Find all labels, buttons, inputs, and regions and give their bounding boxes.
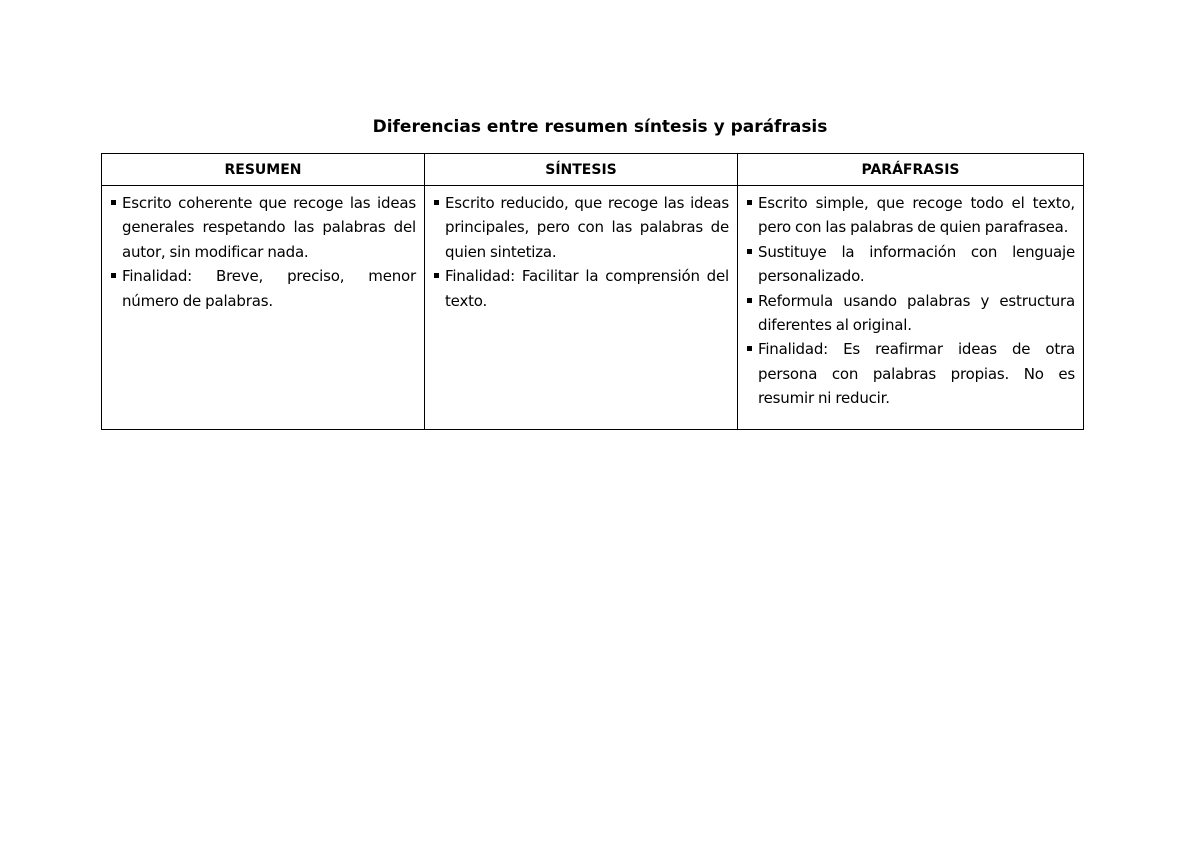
parafrasis-list [746, 191, 1075, 411]
table-body-row [102, 186, 1084, 430]
header-resumen: RESUMEN [102, 154, 425, 186]
list-item [433, 264, 729, 313]
list-item-text: Finalidad: Facilitar la comprensión del texto. [445, 267, 729, 310]
list-item-text: Reformula usando palabras y estructura diferentes al original. [758, 291, 1075, 335]
table-header-row [102, 154, 1084, 186]
square-bullet-icon [434, 273, 439, 278]
square-bullet-icon [434, 200, 439, 205]
square-bullet-icon [747, 249, 752, 254]
resumen-list [110, 191, 416, 313]
comparison-table [101, 153, 1084, 430]
list-item-text: Escrito simple, que recoge todo el texto, pero con las palabras de quien parafrasea. [758, 194, 1075, 237]
list-item [433, 191, 729, 264]
list-item [746, 337, 1075, 410]
sintesis-list [433, 191, 729, 313]
list-item [110, 191, 416, 264]
list-item [746, 289, 1075, 338]
list-item-text: Escrito coherente que recoge las ideas generales respetando las palabras del autor, sin modificar nada. [122, 194, 416, 261]
header-parafrasis: PARÁFRASIS [738, 154, 1084, 186]
list-item-text: Sustituye la información con lenguaje personalizado. [758, 242, 1075, 286]
list-item [746, 191, 1075, 240]
cell-parafrasis [738, 186, 1084, 430]
square-bullet-icon [747, 346, 752, 351]
square-bullet-icon [747, 200, 752, 205]
list-item [746, 240, 1075, 289]
cell-sintesis [425, 186, 738, 430]
document-title: Diferencias entre resumen síntesis y paráfrasis [372, 117, 828, 137]
cell-resumen [102, 186, 425, 430]
square-bullet-icon [111, 200, 116, 205]
square-bullet-icon [747, 298, 752, 303]
square-bullet-icon [111, 273, 116, 278]
list-item-text: Finalidad: Breve, preciso, menor número de palabras. [122, 267, 416, 310]
list-item-text: Escrito reducido, que recoge las ideas principales, pero con las palabras de quien sintetiza. [445, 194, 729, 261]
header-sintesis: SÍNTESIS [425, 154, 738, 186]
list-item-text: Finalidad: Es reafirmar ideas de otra persona con palabras propias. No es resumir ni reducir. [758, 340, 1075, 408]
list-item [110, 264, 416, 313]
